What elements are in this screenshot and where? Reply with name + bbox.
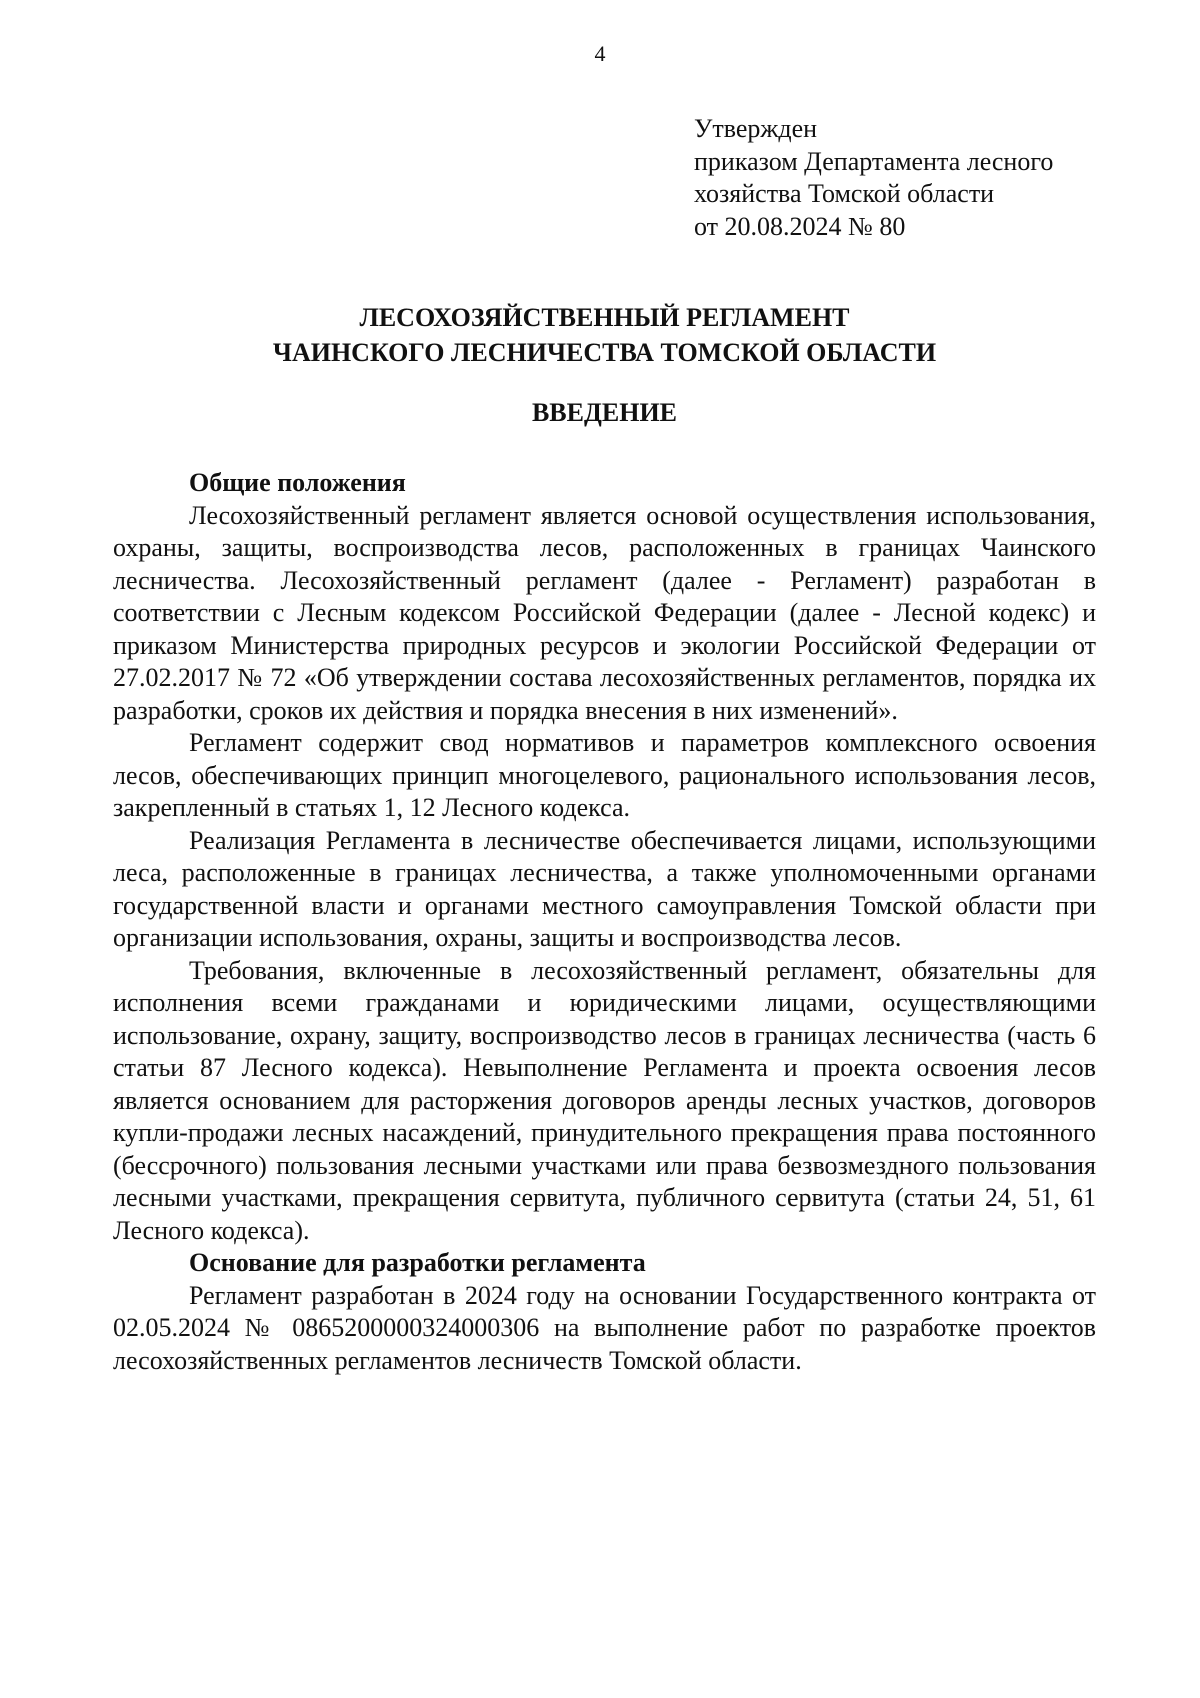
paragraph: Лесохозяйственный регламент является основой осуществления использования, охраны, защиты, воспроизводства лесов, расположенных в границах Чаинского лесничества. Лесохозяйственный регламент (далее - Регламент) разработан в соответствии с Лесным кодексом Российской Федерации (далее - Лесной кодекс) и приказом Министерства природных ресурсов и экологии Российской Федерации от 27.02.2017 № 72 «Об утверждении состава лесохозяйственных регламентов, порядка их разработки, сроков их действия и порядка внесения в них изменений». [113, 500, 1096, 725]
document-title [113, 300, 1096, 370]
approval-line: хозяйства Томской области [694, 179, 995, 208]
approval-line: приказом Департамента лесного [694, 146, 1054, 176]
approval-block [694, 113, 1154, 243]
paragraph: Реализация Регламента в лесничестве обеспечивается лицами, использующими леса, расположенные в границах лесничества, а также уполномоченными органами государственной власти и органами местного самоуправления Томской области при организации использования, охраны, защиты и воспроизводства лесов. [113, 825, 1096, 952]
title-line-2: ЧАИНСКОГО ЛЕСНИЧЕСТВА ТОМСКОЙ ОБЛАСТИ [272, 338, 937, 367]
paragraph: Регламент разработан в 2024 году на основании Государственного контракта от 02.05.2024 № 0865200000324000306 на выполнение работ по разработке проектов лесохозяйственных регламентов лесничеств Томской области. [113, 1280, 1096, 1375]
document-body [113, 467, 1096, 1377]
page-number: 4 [594, 41, 606, 66]
approval-line: от 20.08.2024 № 80 [694, 211, 906, 241]
section-heading-general: Общие положения [189, 468, 406, 497]
title-line-1: ЛЕСОХОЗЯЙСТВЕННЫЙ РЕГЛАМЕНТ [359, 303, 850, 332]
paragraph: Требования, включенные в лесохозяйственный регламент, обязательны для исполнения всеми гражданами и юридическими лицами, осуществляющими использование, охрану, защиту, воспроизводство лесов в границах лесничества (часть 6 статьи 87 Лесного кодекса). Невыполнение Регламента и проекта освоения лесов является основанием для расторжения договоров аренды лесных участков, договоров купли-продажи лесных насаждений, принудительного прекращения права постоянного (бессрочного) пользования лесными участками или права безвозмездного пользования лесными участками, прекращения сервитута, публичного сервитута (статьи 24, 51, 61 Лесного кодекса). [113, 955, 1096, 1245]
approval-line: Утвержден [694, 114, 818, 143]
section-heading-basis: Основание для разработки регламента [189, 1248, 646, 1277]
introduction-heading: ВВЕДЕНИЕ [531, 398, 678, 427]
paragraph: Регламент содержит свод нормативов и параметров комплексного освоения лесов, обеспечивающих принцип многоцелевого, рационального использования лесов, закрепленный в статьях 1, 12 Лесного кодекса. [113, 728, 1096, 822]
